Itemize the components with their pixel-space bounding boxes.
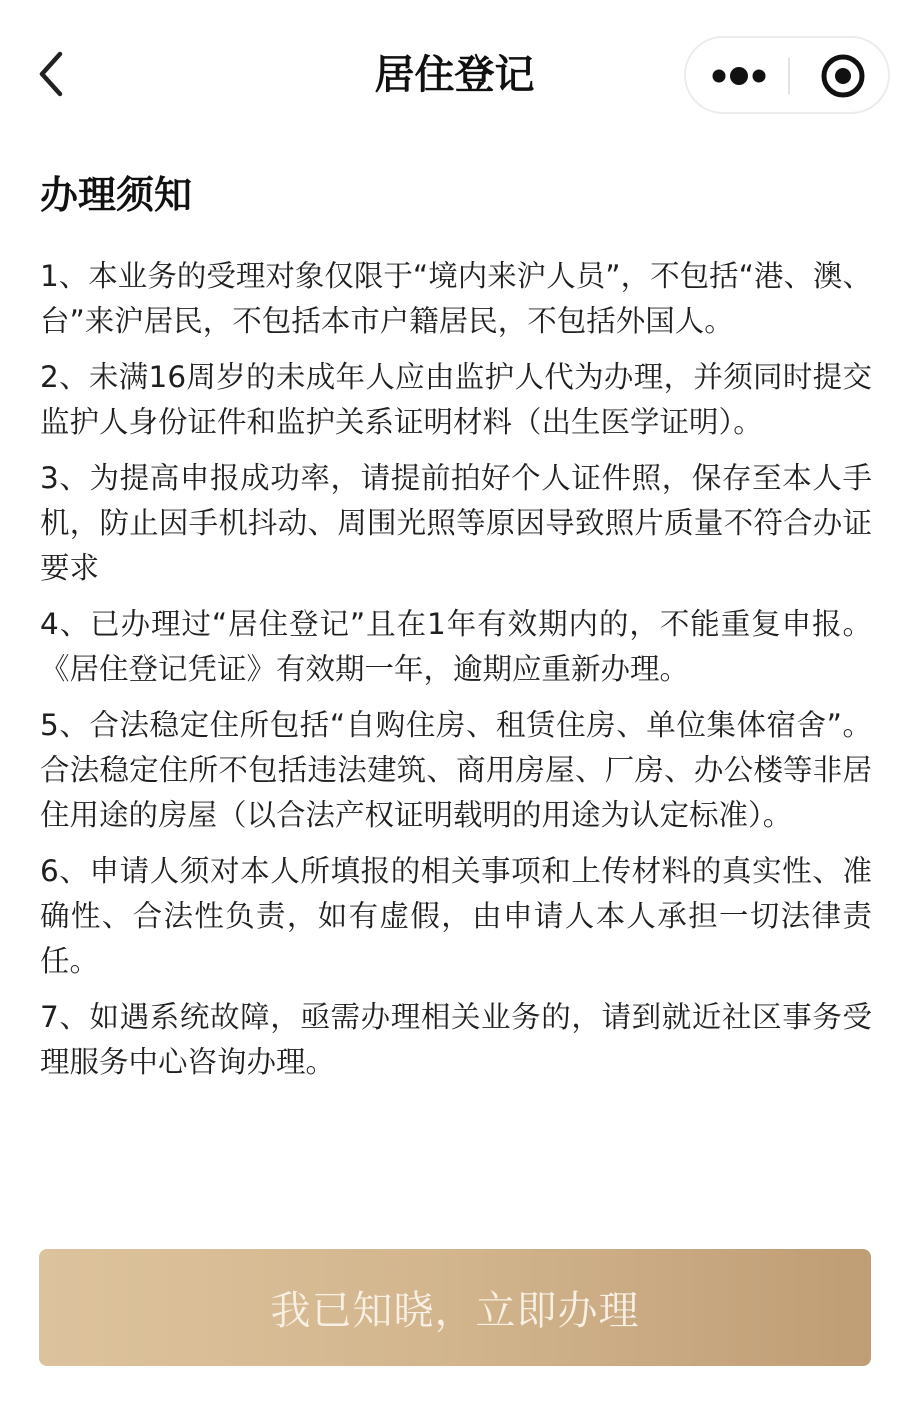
notice-list (40, 254, 872, 1096)
notice-item: 6、申请人须对本人所填报的相关事项和上传材料的真实性、准确性、合法性负责，如有虚假，由申请人本人承担一切法律责任。 (40, 854, 872, 978)
close-button[interactable] (790, 38, 890, 112)
page-title: 居住登记 (374, 52, 535, 98)
navigation-bar (0, 0, 909, 150)
more-dots-icon (686, 38, 788, 112)
notice-item: 2、未满16周岁的未成年人应由监护人代为办理，并须同时提交监护人身份证件和监护关系证明材料（出生医学证明）。 (40, 360, 872, 439)
more-button[interactable] (686, 38, 788, 112)
notice-item: 4、已办理过“居住登记”且在1年有效期内的，不能重复申报。《居住登记凭证》有效期一年，逾期应重新办理。 (40, 607, 872, 686)
confirm-proceed-button[interactable]: 我已知晓，立即办理 (39, 1249, 871, 1366)
notice-item: 3、为提高申报成功率，请提前拍好个人证件照，保存至本人手机，防止因手机抖动、周围光照等原因导致照片质量不符合办证要求 (40, 461, 872, 585)
notice-item: 1、本业务的受理对象仅限于“境内来沪人员”，不包括“港、澳、台”来沪居民，不包括本市户籍居民，不包括外国人。 (40, 259, 872, 338)
notice-item: 7、如遇系统故障，亟需办理相关业务的，请到就近社区事务受理服务中心咨询办理。 (40, 1000, 872, 1079)
mini-program-capsule (684, 36, 890, 114)
target-close-icon (790, 38, 890, 112)
notice-item: 5、合法稳定住所包括“自购住房、租赁住房、单位集体宿舍”。合法稳定住所不包括违法建筑、商用房屋、厂房、办公楼等非居住用途的房屋（以合法产权证明载明的用途为认定标准）。 (40, 708, 872, 832)
notice-title: 办理须知 (40, 173, 193, 217)
